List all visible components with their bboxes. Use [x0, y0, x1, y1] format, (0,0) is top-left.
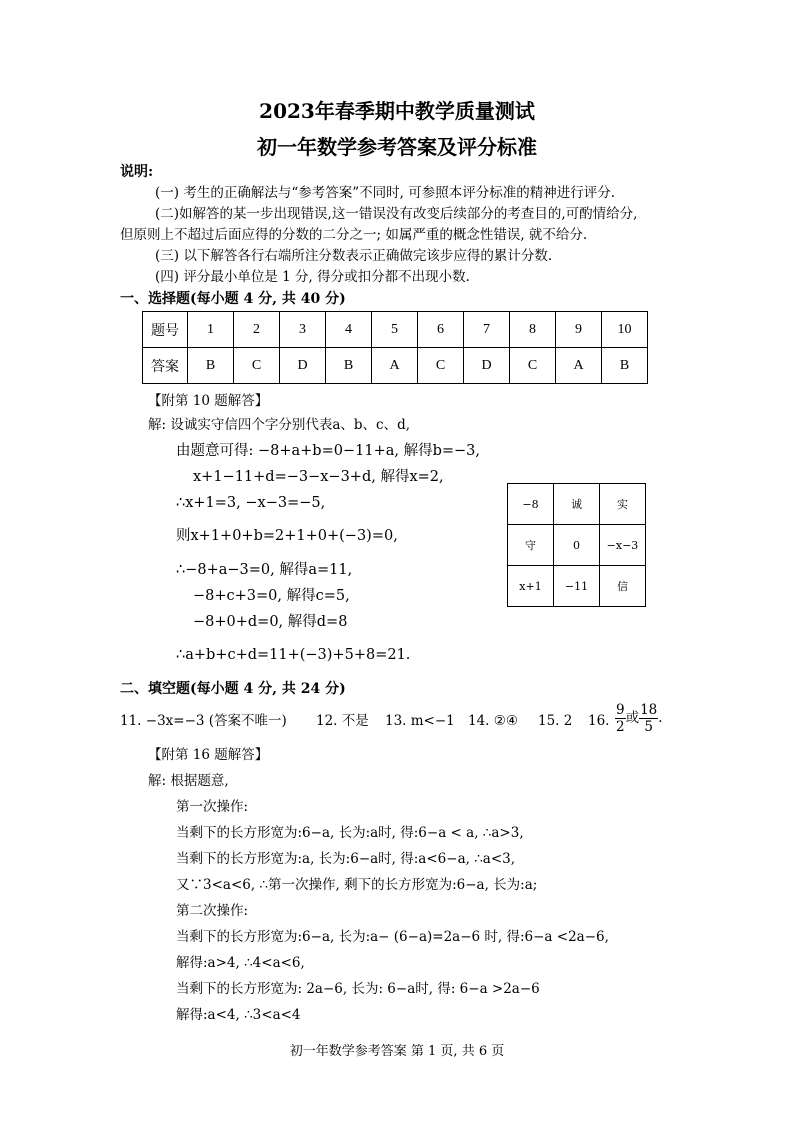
grid-cell: x+1 — [508, 566, 554, 607]
q16-line: 当剩下的长方形宽为:6−a, 长为:a− (6−a)=2a−6 时, 得:6−a <2a−6, — [176, 929, 609, 945]
fill-answer-16-label: 16. — [588, 713, 610, 729]
grid-row — [508, 566, 646, 607]
table-cell: 3 — [280, 312, 326, 348]
table-cell: C — [234, 348, 280, 384]
table-cell: 1 — [188, 312, 234, 348]
table-cell: A — [372, 348, 418, 384]
table-row-answers — [143, 348, 648, 384]
section-choice-heading: 一、选择题(每小题 4 分, 共 40 分) — [120, 291, 346, 307]
note-heading: 说明: — [120, 164, 154, 180]
q10-line: x+1−11+d=−3−x−3+d, 解得x=2, — [193, 469, 444, 485]
q10-line: 由题意可得: −8+a+b=0−11+a, 解得b=−3, — [176, 443, 480, 459]
grid-cell: 实 — [600, 484, 646, 525]
grid-cell: −11 — [554, 566, 600, 607]
q16-line: 当剩下的长方形宽为: 2a−6, 长为: 6−a时, 得: 6−a >2a−6 — [176, 981, 540, 997]
table-cell: 9 — [556, 312, 602, 348]
q16-line: 又∵3<a<6, ∴第一次操作, 剩下的长方形宽为:6−a, 长为:a; — [176, 877, 538, 893]
table-cell: 8 — [510, 312, 556, 348]
grid-row — [508, 525, 646, 566]
note-item-3: (三) 以下解答各行右端所注分数表示正确做完该步应得的累计分数. — [155, 248, 553, 264]
grid-cell: 诚 — [554, 484, 600, 525]
table-cell: A — [556, 348, 602, 384]
table-row-label: 题号 — [143, 312, 188, 348]
q16-line: 当剩下的长方形宽为:6−a, 长为:a时, 得:6−a < a, ∴a>3, — [176, 825, 524, 841]
table-cell: 4 — [326, 312, 372, 348]
grid-cell: −x−3 — [600, 525, 646, 566]
fill-answer-16: $\frac{9}{2}$ 或 $\frac{18}{5}$ . — [616, 702, 663, 735]
q16-line: 第二次操作: — [176, 903, 249, 919]
fill-answer-13: 13. m<−1 — [385, 713, 455, 729]
grid-row — [508, 484, 646, 525]
q10-line: −8+0+d=0, 解得d=8 — [193, 614, 348, 630]
fill-answer-14: 14. ②④ — [468, 713, 518, 729]
note-item-4: (四) 评分最小单位是 1 分, 得分或扣分都不出现小数. — [155, 269, 470, 285]
table-cell: B — [188, 348, 234, 384]
fill-answer-15: 15. 2 — [538, 713, 573, 729]
table-row-numbers — [143, 312, 648, 348]
answer-table — [142, 311, 648, 384]
grid-cell: 守 — [508, 525, 554, 566]
table-cell: 5 — [372, 312, 418, 348]
q16-heading: 【附第 16 题解答】 — [148, 747, 269, 763]
grid-cell: −8 — [508, 484, 554, 525]
fraction: $\frac{18}{5}$ — [640, 702, 658, 735]
section-fill-heading: 二、填空题(每小题 4 分, 共 24 分) — [120, 681, 346, 697]
q16-line: 当剩下的长方形宽为:a, 长为:6−a时, 得:a<6−a, ∴a<3, — [176, 851, 516, 867]
q10-line: ∴−8+a−3=0, 解得a=11, — [176, 562, 353, 578]
note-item-2-cont: 但原则上不超过后面应得的分数的二分之一; 如属严重的概念性错误, 就不给分. — [120, 227, 588, 243]
table-cell: 6 — [418, 312, 464, 348]
table-cell: 2 — [234, 312, 280, 348]
table-cell: B — [602, 348, 648, 384]
fraction: $\frac{9}{2}$ — [616, 702, 625, 735]
page-subtitle: 初一年数学参考答案及评分标准 — [257, 135, 537, 159]
table-cell: B — [326, 348, 372, 384]
q10-line: 解: 设诚实守信四个字分别代表a、b、c、d, — [148, 417, 411, 433]
page-footer: 初一年数学参考答案 第 1 页, 共 6 页 — [289, 1044, 505, 1059]
q10-heading: 【附第 10 题解答】 — [148, 393, 269, 409]
q16-line: 解: 根据题意, — [148, 773, 229, 789]
fill-answer-11: 11. −3x=−3 (答案不唯一) — [120, 713, 287, 729]
grid-cell: 信 — [600, 566, 646, 607]
table-cell: 10 — [602, 312, 648, 348]
grid-cell: 0 — [554, 525, 600, 566]
table-cell: C — [418, 348, 464, 384]
table-row-label: 答案 — [143, 348, 188, 384]
q16-line: 解得:a>4, ∴4<a<6, — [176, 955, 305, 971]
note-item-2: (二)如解答的某一步出现错误,这一错误没有改变后续部分的考查目的,可酌情给分, — [155, 206, 638, 222]
note-item-1: (一) 考生的正确解法与“参考答案”不同时, 可参照本评分标准的精神进行评分. — [155, 185, 616, 201]
page-title: 2023年春季期中教学质量测试 — [259, 99, 535, 123]
q16-line: 解得:a<4, ∴3<a<4 — [176, 1007, 301, 1023]
magic-square-grid — [507, 483, 646, 607]
table-cell: D — [280, 348, 326, 384]
q10-line: 则x+1+0+b=2+1+0+(−3)=0, — [176, 528, 398, 544]
table-cell: 7 — [464, 312, 510, 348]
q10-line: ∴x+1=3, −x−3=−5, — [176, 495, 326, 511]
q10-line: −8+c+3=0, 解得c=5, — [193, 588, 350, 604]
q16-line: 第一次操作: — [176, 799, 249, 815]
table-cell: C — [510, 348, 556, 384]
q10-line: ∴a+b+c+d=11+(−3)+5+8=21. — [176, 647, 411, 663]
fill-answer-12: 12. 不是 — [316, 713, 369, 729]
table-cell: D — [464, 348, 510, 384]
